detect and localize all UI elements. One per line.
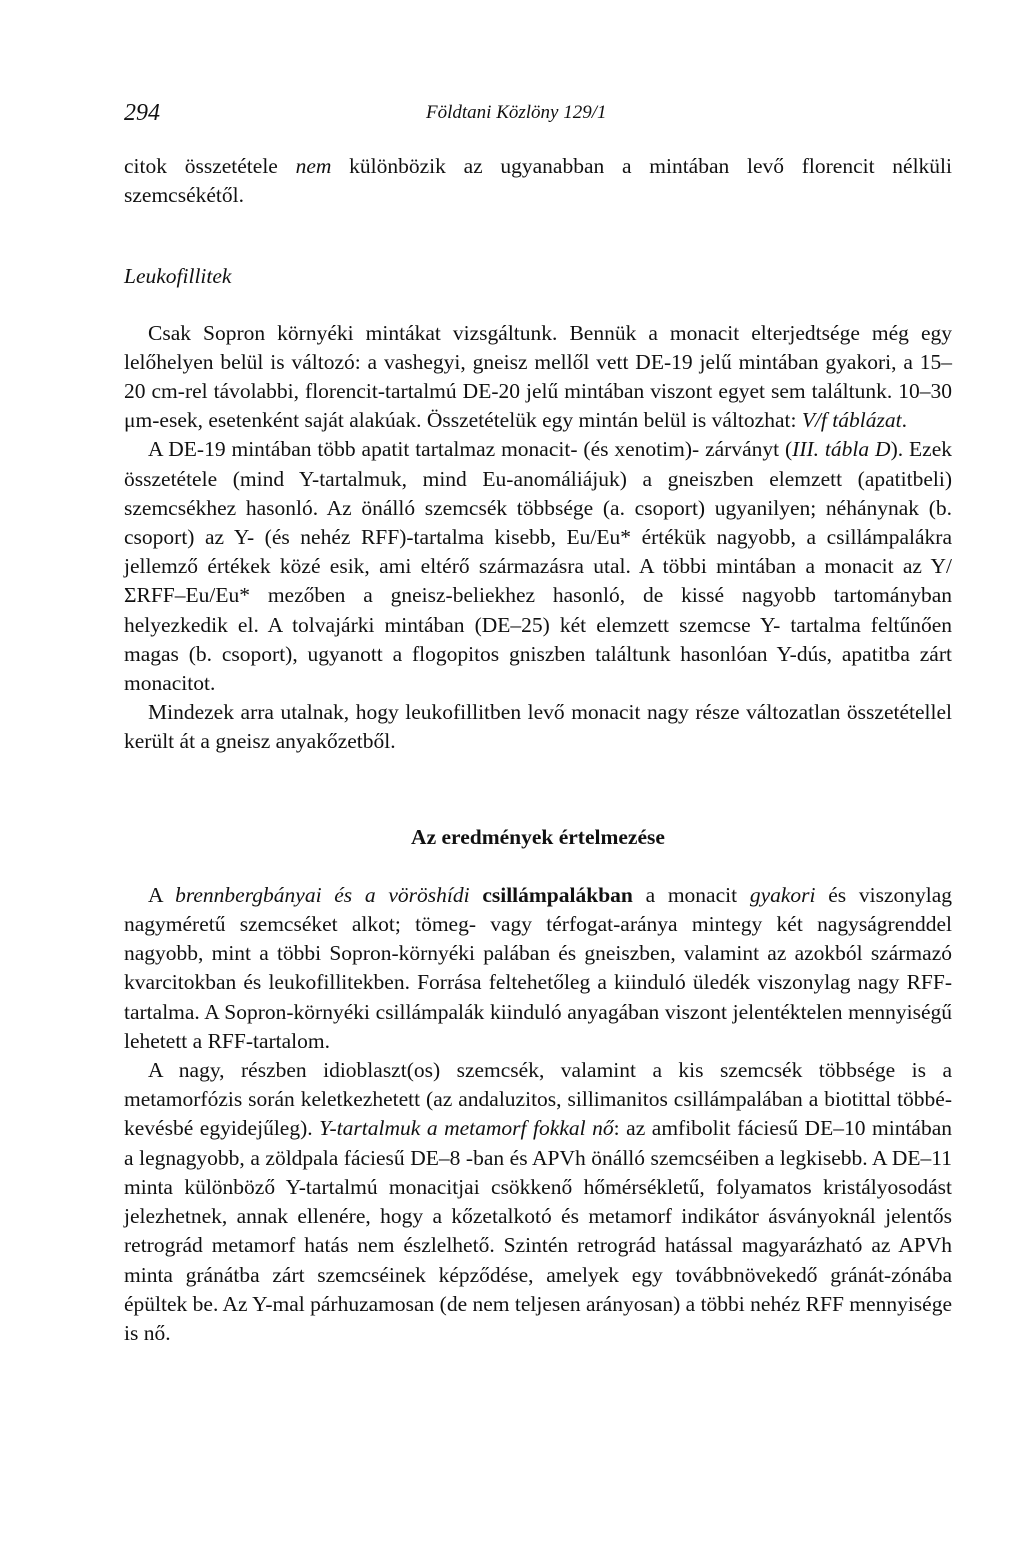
page-header — [124, 100, 954, 130]
leukofillitek-paragraph-3: Mindezek arra utalnak, hogy leukofillitben levő monacit nagy része változatlan összetétellel került át a gneisz anyakőzetből. — [124, 700, 952, 754]
section-title: Az eredmények értelmezése — [411, 824, 665, 849]
bold-term: csillámpalákban — [482, 882, 633, 907]
eredmenyek-paragraph-2: A nagy, részben idioblaszt(os) szemcsék, valamint a kis szemcsék többsége is a metamorfózis során keletkezhetett (az andaluzitos, sillimanitos csillámpalában a biotittal többé-kevésbé egyidejűleg). Y-tartalmuk a metamorf fokkal nő: az amfibolit fáciesű DE–10 mintában a legnagyobb, a zöldpala fáciesű DE–8 -ban és APVh önálló szemcséiben a legkisebb. A DE–11 minta különböző Y-tartalmú monacitjai csökkenő hőmérsékletű, folyamatos kristályosodást jelezhetnek, annak ellenére, hogy a kőzetalkotó és metamorf indikátor ásványoknál jelentős retrográd metamorf hatás nem észlelhető. Szintén retrográd hatással magyarázható az APVh minta gránátba zárt szemcséinek képződése, amelyek egy továbbnövekedő gránát-zónába épültek be. Az Y-mal párhuzamosan (de nem teljesen arányosan) a többi nehéz RFF mennyisége is nő. — [124, 1058, 953, 1345]
page-number: 294 — [124, 100, 160, 126]
leukofillitek-heading: Leukofillitek — [124, 264, 232, 289]
leukofillitek-paragraph-2: A DE-19 mintában több apatit tartalmaz monacit- (és xenotim)- zárványt (III. tábla D). Ezek összetétele (mind Y-tartalmuk, mind Eu-anomáliájuk) a gneiszben elemzett (apatitbeli) szemcsékhez hasonló. Az önálló szemcsék többsége (a. csoport) ugyanilyen; néhánynak (b. csoport) az Y- (és nehéz RFF)-tartalma kisebb, Eu/Eu* értékük nagyobb, a csillámpalákra jellemző értékek közé esik, ami eltérő származásra utal. A többi mintában a monacit az Y/ΣRFF–Eu/Eu* mezőben a gneisz-beliekhez hasonló, de kissé nagyobb tartományban helyezkedik el. A tolvajárki mintában (DE–25) két elemzett szemcse Y- tartalma feltűnően magas (b. csoport), ugyanott a flogopitos gniszben találtunk hasonlóan Y-dús, apatitba zárt monacitot. — [124, 437, 952, 696]
intro-paragraph: citok összetétele nem különbözik az ugyanabban a mintában levő florencit nélküli szemcsékétől. — [124, 154, 952, 208]
body-text — [124, 152, 952, 1348]
leukofillitek-paragraph-1: Csak Sopron környéki mintákat vizsgáltunk. Bennük a monacit elterjedtsége még egy lelőhelyen belül is változó: a vashegyi, gneisz mellől vett DE-19 jelű mintában gyakori, a 15–20 cm-rel távolabbi, florencit-tartalmú DE-20 jelű mintában viszont egyet sem találtunk. 10–30 μm-esek, esetenként saját alakúak. Összetételük egy mintán belül is változhat: V/f táblázat. — [124, 320, 952, 433]
eredmenyek-paragraph-1: A brennbergbányai és a vöröshídi csillámpalákban a monacit gyakori és viszonylag nagyméretű szemcséket alkot; tömeg- vagy térfogat-aránya mintegy két nagyságrenddel nagyobb, mint a többi Sopron-környéki palában és gneiszben, valamint az azokból származó kvarcitokban és leukofillitekben. Forrása feltehetőleg a kiinduló üledék viszonylag nagy RFF-tartalma. A Sopron-környéki csillámpalák kiinduló anyagában viszont jelentéktelen mennyiségű lehetett a RFF-tartalom. — [124, 882, 952, 1053]
plate-reference: III. tábla D — [792, 437, 891, 462]
emphasis: nem — [295, 154, 332, 178]
table-reference: V/f táblázat — [801, 408, 902, 433]
emphasis: Y-tartalmuk a metamorf fokkal nő — [319, 1116, 614, 1141]
journal-title: Földtani Közlöny 129/1 — [426, 102, 607, 123]
